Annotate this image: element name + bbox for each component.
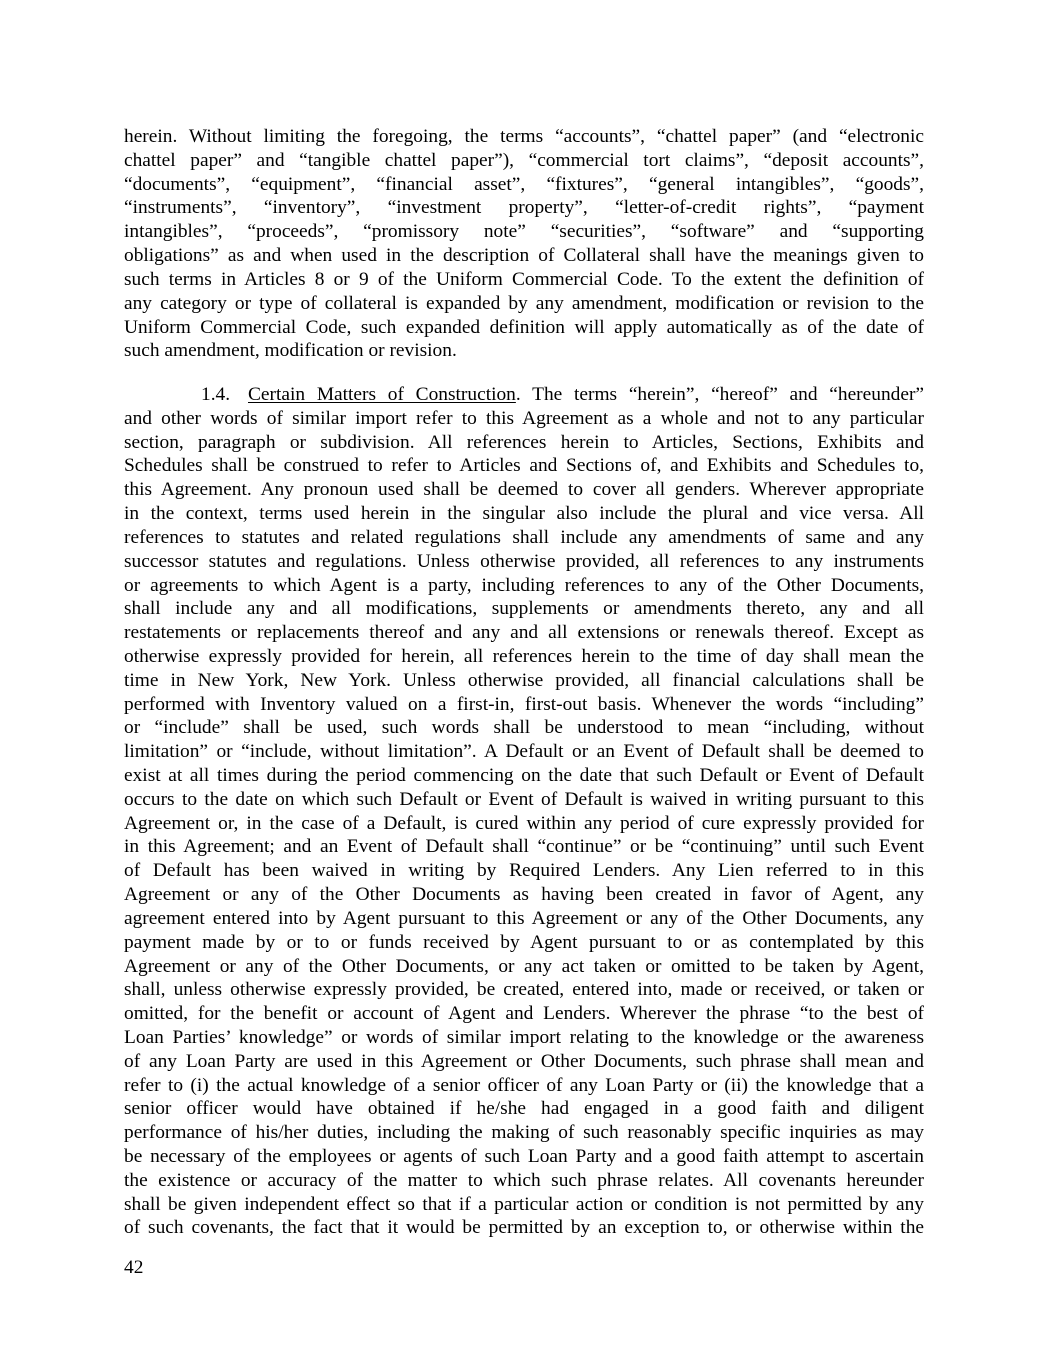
text-line: of any Loan Party are used in this Agreement or Other Documents, such phrase shall mean and (124, 1050, 924, 1072)
text-line: of such covenants, the fact that it would be permitted by an exception to, or otherwise within the (124, 1217, 924, 1239)
text-line: “instruments”, “inventory”, “investment property”, “letter-of-credit rights”, “payment (124, 197, 924, 219)
text-line: performance of his/her duties, including the making of such reasonably specific inquiries as may (124, 1122, 924, 1144)
text-line: section, paragraph or subdivision. All references herein to Articles, Sections, Exhibits and (124, 431, 924, 453)
text-line: Agreement or, in the case of a Default, is cured within any period of cure expressly provided for (124, 812, 924, 834)
text-line: agreement entered into by Agent pursuant to this Agreement or any of the Other Documents, any (124, 907, 924, 929)
text-line: of Default has been waived in writing by Required Lenders. Any Lien referred to in this (124, 860, 924, 882)
text-line: in this Agreement; and an Event of Default shall “continue” or be “continuing” until such Event (124, 836, 924, 858)
text-line: time in New York, New York. Unless otherwise provided, all financial calculations shall be (124, 669, 924, 691)
section-number: 1.4. (201, 384, 231, 405)
text-line: shall include any and all modifications, supplements or amendments thereto, any and all (124, 598, 924, 620)
text-line: any category or type of collateral is expanded by any amendment, modification or revision to the (124, 292, 924, 314)
text-line: in the context, terms used herein in the singular also include the plural and vice versa. All (124, 503, 924, 525)
section-heading-text (248, 383, 924, 407)
text-line: obligations” as and when used in the description of Collateral shall have the meanings given to (124, 245, 924, 267)
text-line: chattel paper” and “tangible chattel paper”), “commercial tort claims”, “deposit accounts”, (124, 149, 924, 171)
text-line: such terms in Articles 8 or 9 of the Uniform Commercial Code. To the extent the definition of (124, 268, 924, 290)
paragraph-collateral-definitions (124, 125, 924, 363)
section-heading: Certain Matters of Construction (248, 384, 516, 405)
text-line: Uniform Commercial Code, such expanded definition will apply automatically as of the date of (124, 316, 924, 338)
text-line: intangibles”, “proceeds”, “promissory note” “securities”, “software” and “supporting (124, 221, 924, 243)
text-line: Schedules shall be construed to refer to Articles and Sections of, and Exhibits and Schedules to, (124, 455, 924, 477)
text-line: otherwise expressly provided for herein, all references herein to the time of day shall mean the (124, 645, 924, 667)
text-line: references to statutes and related regulations shall include any amendments of same and any (124, 526, 924, 548)
page-number: 42 (124, 1257, 144, 1278)
text-line: payment made by or to or funds received by Agent pursuant to or as contemplated by this (124, 931, 924, 953)
text-line: this Agreement. Any pronoun used shall be deemed to cover all genders. Wherever appropriate (124, 479, 924, 501)
text-line: limitation” or “include, without limitation”. A Default or an Event of Default shall be deemed to (124, 741, 924, 763)
text-line: Agreement or any of the Other Documents, or any act taken or omitted to be taken by Agent, (124, 955, 924, 977)
text-line: shall, unless otherwise expressly provided, be created, entered into, made or received, or taken or (124, 979, 924, 1001)
text-line: Agreement or any of the Other Documents as having been created in favor of Agent, any (124, 884, 924, 906)
text-line: and other words of similar import refer to this Agreement as a whole and not to any particular (124, 407, 924, 429)
text-line: performed with Inventory valued on a first-in, first-out basis. Whenever the words “including” (124, 693, 924, 715)
text-line: herein. Without limiting the foregoing, the terms “accounts”, “chattel paper” (and “electronic (124, 126, 924, 147)
text-line: omitted, for the benefit or account of Agent and Lenders. Wherever the phrase “to the best of (124, 1003, 924, 1025)
text-line: the existence or accuracy of the matter to which such phrase relates. All covenants hereunder (124, 1169, 924, 1191)
text-line: restatements or replacements thereof and any and all extensions or renewals thereof. Except as (124, 622, 924, 644)
text-line: Loan Parties’ knowledge” or words of similar import relating to the knowledge or the awareness (124, 1026, 924, 1048)
text-line: occurs to the date on which such Default or Event of Default is waived in writing pursuant to this (124, 788, 924, 810)
text-line: “documents”, “equipment”, “financial asset”, “fixtures”, “general intangibles”, “goods”, (124, 173, 924, 195)
text-line: or “include” shall be used, such words shall be understood to mean “including, without (124, 717, 924, 739)
section-1-4-certain-matters-of-construction (124, 383, 924, 1240)
section-heading-line (124, 383, 924, 407)
text-line: be necessary of the employees or agents of such Loan Party and a good faith attempt to ascertain (124, 1146, 924, 1167)
text-line: senior officer would have obtained if he/she had engaged in a good faith and diligent (124, 1098, 924, 1120)
text-line: shall be given independent effect so that if a particular action or condition is not permitted by any (124, 1193, 924, 1215)
text-line: exist at all times during the period commencing on the date that such Default or Event of Default (124, 765, 924, 786)
text-line: successor statutes and regulations. Unless otherwise provided, all references to any instruments (124, 550, 924, 572)
text-line: refer to (i) the actual knowledge of a senior officer of any Loan Party or (ii) the knowledge that a (124, 1074, 924, 1096)
text-line: such amendment, modification or revision. (124, 340, 457, 362)
text-line: or agreements to which Agent is a party, including references to any of the Other Documents, (124, 574, 924, 596)
section-heading-continuation: . The terms “herein”, “hereof” and “hereunder” (515, 384, 925, 405)
